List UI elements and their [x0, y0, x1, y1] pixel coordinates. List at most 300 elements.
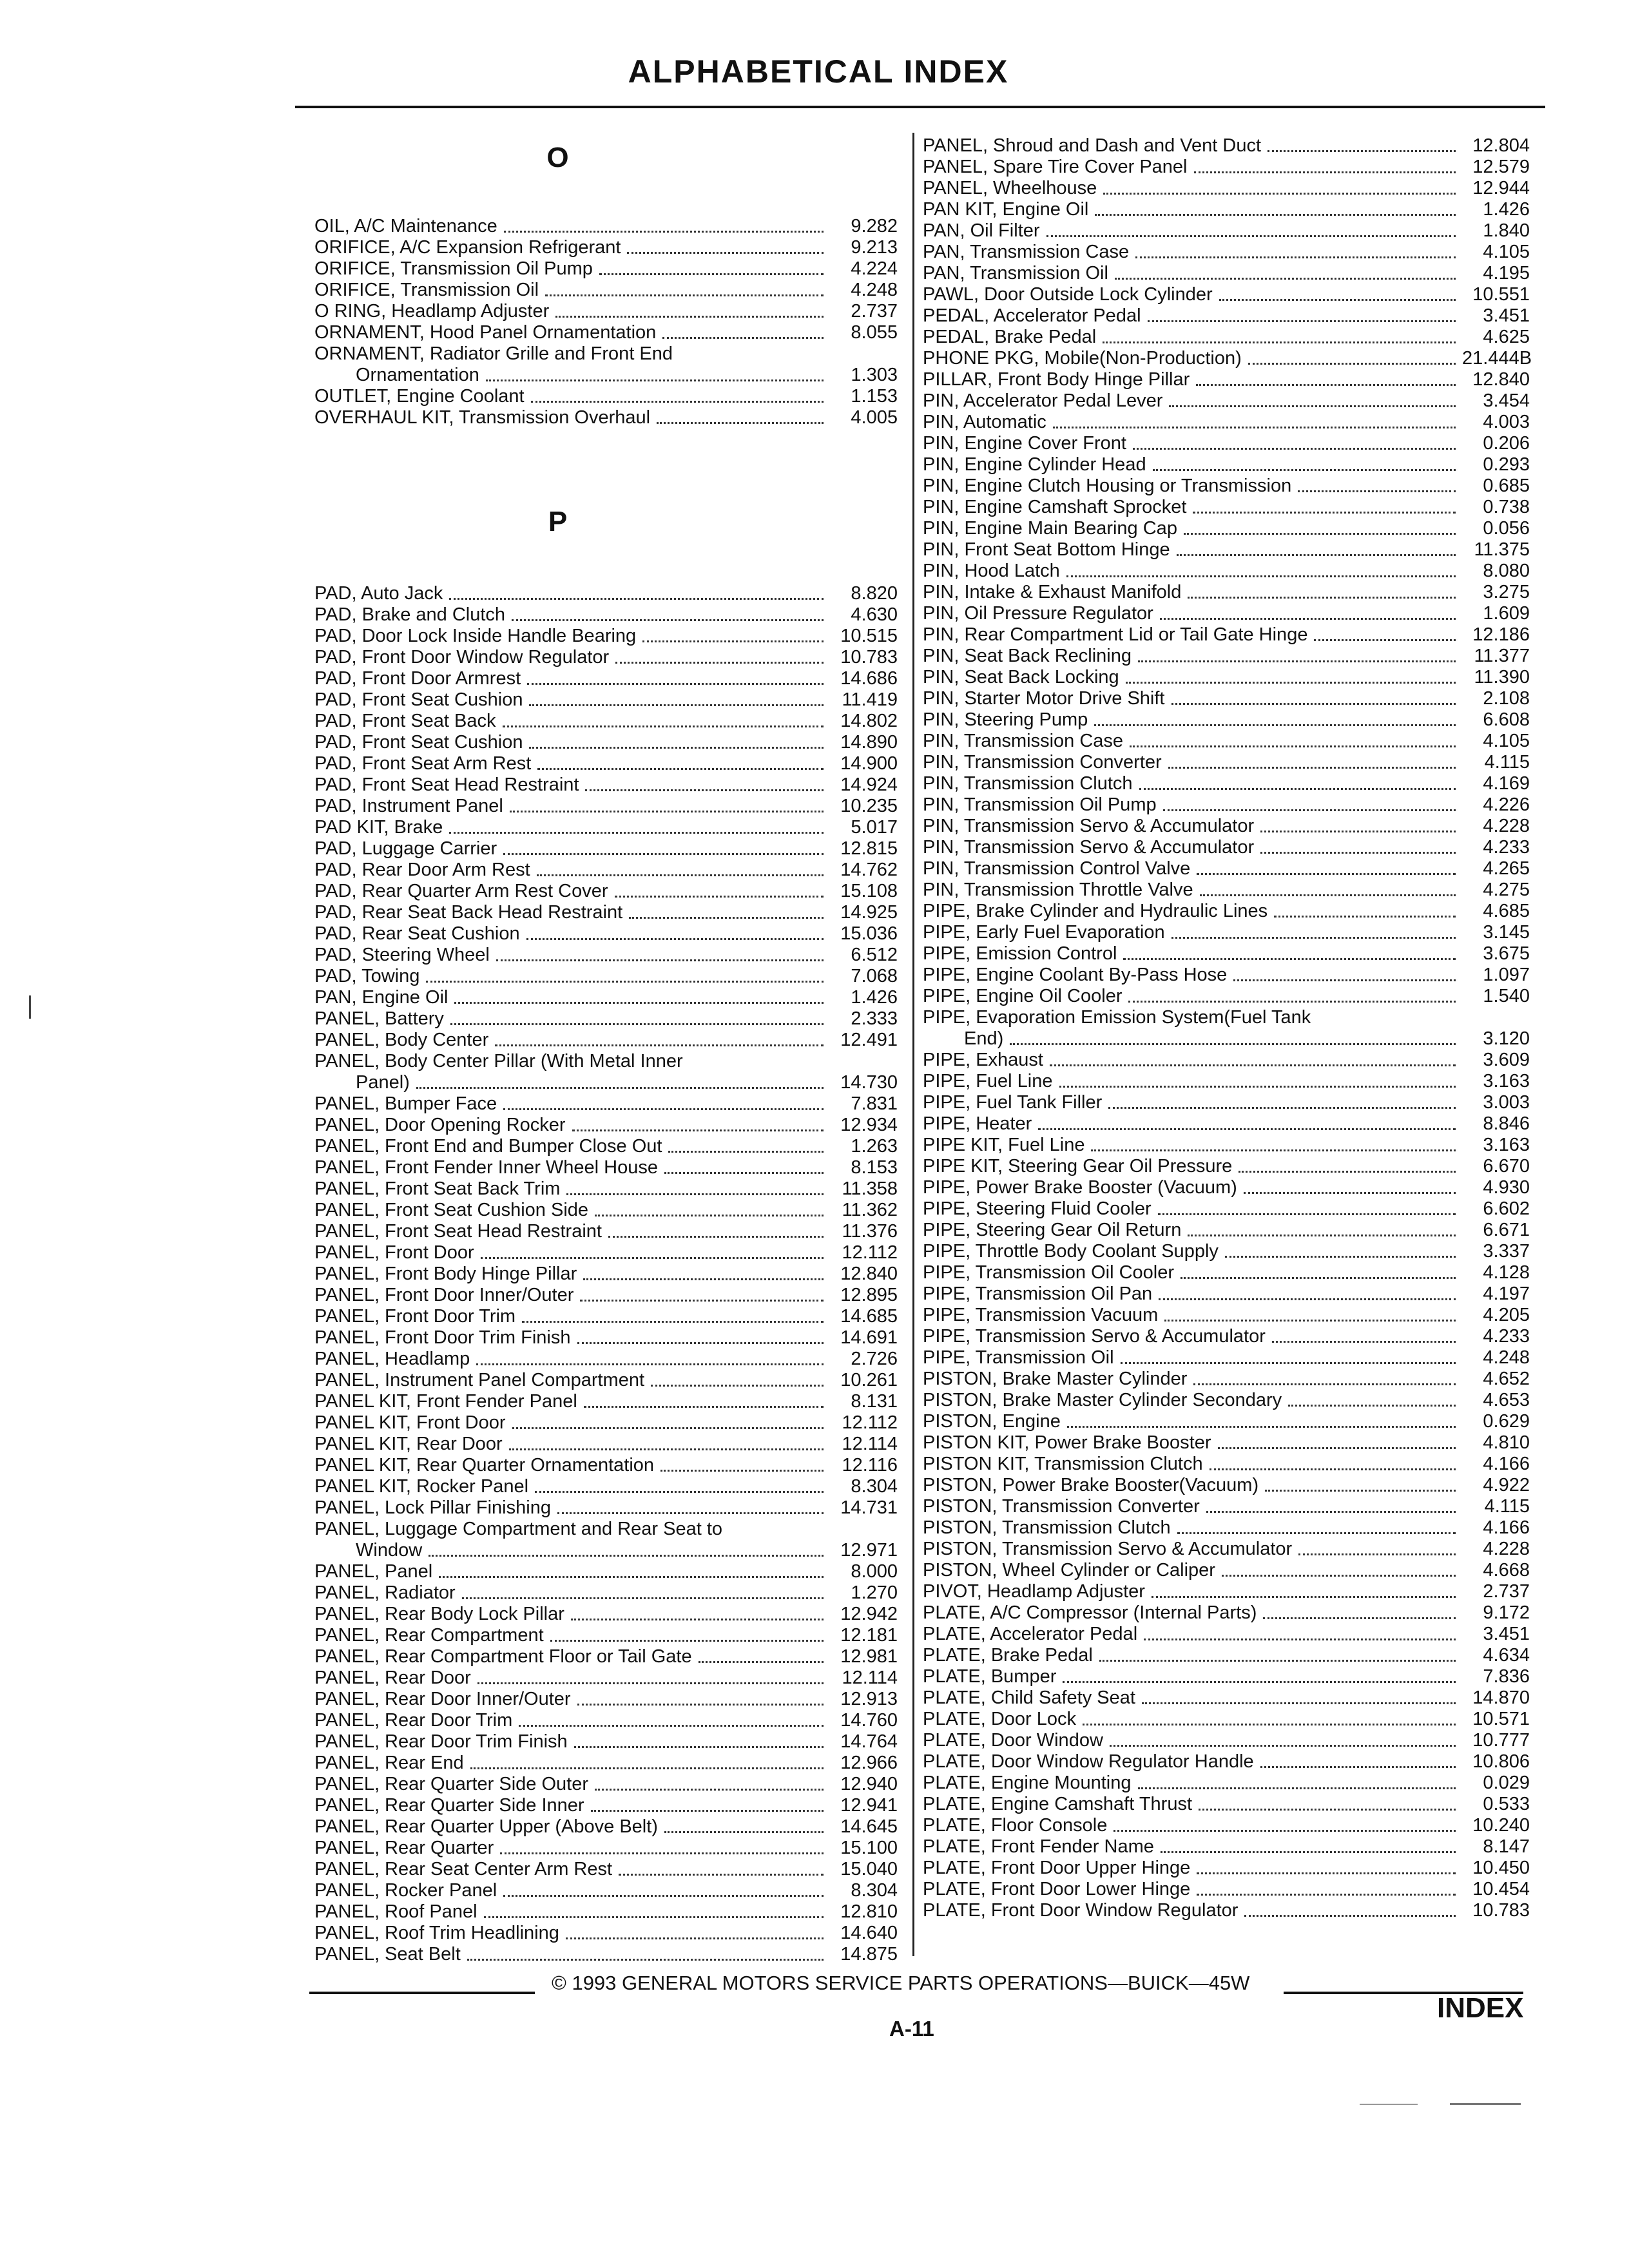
dot-leader — [476, 1363, 824, 1365]
entry-page: 8.304 — [851, 1476, 898, 1497]
entry-text: PAD, Front Seat Back — [314, 711, 496, 731]
entry-page: 12.491 — [840, 1030, 898, 1050]
dot-leader — [503, 1895, 824, 1897]
entry-page: 8.131 — [851, 1391, 898, 1412]
entry-page: 4.653 — [1483, 1390, 1530, 1410]
index-entry — [923, 1007, 1530, 1050]
entry-text: PAD, Rear Seat Back Head Restraint — [314, 902, 623, 923]
index-entry — [314, 1349, 898, 1370]
index-entry — [314, 1582, 898, 1604]
dot-leader — [1094, 724, 1456, 726]
dot-leader — [584, 1406, 824, 1408]
entry-page: 1.609 — [1483, 603, 1530, 624]
entry-page: 4.685 — [1483, 901, 1530, 921]
entry-text: PAD, Towing — [314, 966, 420, 986]
page-number: A-11 — [889, 2017, 934, 2041]
index-entry — [923, 327, 1530, 348]
entry-page: 12.840 — [1472, 369, 1530, 390]
index-entry — [314, 626, 898, 647]
dot-leader — [1158, 1213, 1456, 1215]
entry-text: PAD, Front Seat Cushion — [314, 689, 523, 710]
entry-text: PANEL KIT, Rocker Panel — [314, 1476, 529, 1497]
index-entry — [923, 1836, 1530, 1858]
entry-text: PAN, Oil Filter — [923, 220, 1040, 241]
entry-page: 4.228 — [1483, 816, 1530, 836]
entry-page: 4.233 — [1483, 1326, 1530, 1347]
dot-leader — [1152, 1596, 1456, 1598]
dot-leader — [1197, 873, 1456, 875]
entry-text: PAD, Luggage Carrier — [314, 838, 497, 859]
entry-text: PAD, Front Door Window Regulator — [314, 647, 610, 668]
entry-text: PAD, Front Seat Arm Rest — [314, 753, 532, 774]
dot-leader — [503, 853, 824, 855]
entry-text: PIN, Accelerator Pedal Lever — [923, 390, 1163, 411]
entry-page: 12.114 — [842, 1434, 898, 1454]
index-entry — [923, 624, 1530, 646]
index-entry — [314, 1391, 898, 1412]
dot-leader — [662, 337, 824, 339]
entry-page: 12.981 — [840, 1646, 898, 1667]
entry-page: 10.515 — [840, 626, 898, 646]
entry-page: 4.248 — [1483, 1347, 1530, 1368]
dot-leader — [512, 619, 824, 621]
index-entry — [923, 731, 1530, 752]
entry-text: PIPE, Transmission Oil Pan — [923, 1283, 1153, 1304]
entry-page: 12.942 — [840, 1604, 898, 1624]
entry-page: 10.450 — [1472, 1858, 1530, 1878]
index-entry — [314, 343, 898, 386]
footer-copyright: © 1993 GENERAL MOTORS SERVICE PARTS OPERATIONS—BUICK—45W — [552, 1972, 1250, 1994]
entry-text: PIN, Automatic — [923, 412, 1046, 432]
entry-page: 12.966 — [840, 1753, 898, 1773]
entry-page: 6.608 — [1483, 709, 1530, 730]
index-entry — [923, 1432, 1530, 1454]
entry-text: PAN, Transmission Case — [923, 242, 1130, 262]
dot-leader — [1164, 1320, 1456, 1321]
dot-leader — [550, 1640, 824, 1642]
entry-page: 2.737 — [851, 301, 898, 322]
entry-page: 14.890 — [840, 732, 898, 753]
entry-text: ORIFICE, Transmission Oil — [314, 280, 539, 300]
dot-leader — [591, 1810, 824, 1812]
entry-text: PIPE, Power Brake Booster (Vacuum) — [923, 1177, 1237, 1198]
entry-text-continued: End) — [964, 1028, 1004, 1049]
dot-leader — [1138, 1787, 1456, 1789]
dot-leader — [449, 598, 824, 600]
dot-leader — [1222, 1575, 1456, 1577]
entry-page: 4.228 — [1483, 1539, 1530, 1559]
dot-leader — [566, 1193, 824, 1195]
entry-text: PANEL, Front Seat Head Restraint — [314, 1221, 602, 1242]
entry-text: PHONE PKG, Mobile(Non-Production) — [923, 348, 1242, 369]
index-entry — [314, 386, 898, 407]
entry-text: PANEL, Lock Pillar Finishing — [314, 1497, 551, 1518]
index-entry — [314, 923, 898, 945]
entry-page: 5.017 — [851, 817, 898, 838]
entry-text: PIPE, Engine Oil Cooler — [923, 986, 1123, 1006]
entry-page: 0.629 — [1483, 1411, 1530, 1432]
entry-page: 8.820 — [851, 583, 898, 604]
scan-mark — [1450, 2103, 1521, 2105]
dot-leader — [1248, 363, 1456, 365]
margin-mark — [29, 995, 31, 1019]
index-entry — [923, 1751, 1530, 1773]
dot-leader — [1219, 299, 1456, 301]
entry-page: 10.777 — [1472, 1730, 1530, 1751]
entry-page: 4.922 — [1483, 1475, 1530, 1495]
entry-text: PAD, Rear Quarter Arm Rest Cover — [314, 881, 608, 901]
entry-page: 15.036 — [840, 923, 898, 944]
index-entry — [314, 1264, 898, 1285]
dot-leader — [1142, 1702, 1456, 1704]
entry-text: PANEL, Front Seat Back Trim — [314, 1178, 561, 1199]
index-entry — [923, 1369, 1530, 1390]
index-entry — [314, 1753, 898, 1774]
index-entry — [923, 1454, 1530, 1475]
index-entry — [314, 1093, 898, 1115]
dot-leader — [664, 1172, 824, 1174]
entry-page: 0.685 — [1483, 476, 1530, 496]
entry-page: 11.376 — [842, 1221, 898, 1242]
index-entry — [923, 135, 1530, 157]
dot-leader — [1233, 979, 1456, 981]
entry-page: 0.029 — [1483, 1773, 1530, 1793]
entry-page: 4.930 — [1483, 1177, 1530, 1198]
entry-page: 4.166 — [1483, 1517, 1530, 1538]
entry-text: ORIFICE, A/C Expansion Refrigerant — [314, 237, 621, 258]
entry-text: PIPE, Fuel Line — [923, 1071, 1053, 1091]
entry-text: PIPE, Engine Coolant By-Pass Hose — [923, 965, 1228, 985]
entry-text: PAD KIT, Brake — [314, 817, 443, 838]
entry-text: PISTON KIT, Power Brake Booster — [923, 1432, 1211, 1453]
entry-page: 1.097 — [1483, 965, 1530, 985]
entry-page: 12.114 — [842, 1667, 898, 1688]
dot-leader — [583, 1278, 824, 1280]
entry-text: PIN, Transmission Servo & Accumulator — [923, 837, 1255, 858]
index-entry — [314, 1838, 898, 1859]
entry-text: PIPE, Transmission Oil Cooler — [923, 1262, 1175, 1283]
entry-text: PIN, Transmission Clutch — [923, 773, 1133, 794]
dot-leader — [1126, 682, 1456, 684]
dot-leader — [660, 1470, 824, 1472]
index-entry — [314, 1200, 898, 1221]
entry-page: 11.362 — [842, 1200, 898, 1220]
entry-text: PIN, Starter Motor Drive Shift — [923, 688, 1165, 709]
entry-page: 9.282 — [851, 216, 898, 236]
entry-page: 14.686 — [840, 668, 898, 689]
dot-leader — [1144, 1639, 1456, 1640]
dot-leader — [615, 896, 824, 898]
entry-text: PAD, Rear Seat Cushion — [314, 923, 520, 944]
entry-page: 4.128 — [1483, 1262, 1530, 1283]
dot-leader — [1194, 171, 1456, 173]
dot-leader — [1288, 1405, 1456, 1407]
entry-text: PAN KIT, Engine Oil — [923, 199, 1089, 220]
entry-text: PANEL, Rear Door — [314, 1667, 471, 1688]
entry-text: PANEL, Rear Seat Center Arm Rest — [314, 1859, 613, 1879]
entry-text: PANEL, Rear Quarter Side Inner — [314, 1795, 584, 1816]
dot-leader — [1138, 660, 1456, 662]
entry-text: PISTON, Brake Master Cylinder — [923, 1369, 1188, 1389]
dot-leader — [1193, 512, 1456, 514]
entry-text: PANEL, Battery — [314, 1008, 444, 1029]
index-entry — [314, 1625, 898, 1646]
dot-leader — [1200, 894, 1456, 896]
entry-page: 12.186 — [1472, 624, 1530, 645]
index-entry — [923, 858, 1530, 879]
entry-text: PLATE, Front Door Upper Hinge — [923, 1858, 1191, 1878]
right-column — [923, 135, 1530, 1921]
index-entry — [314, 1497, 898, 1519]
entry-page: 3.275 — [1483, 582, 1530, 602]
entry-text: PISTON, Transmission Converter — [923, 1496, 1200, 1517]
dot-leader — [1171, 937, 1456, 939]
entry-text: PIN, Steering Pump — [923, 709, 1088, 730]
dot-leader — [627, 252, 824, 254]
dot-leader — [577, 1342, 824, 1344]
entry-text: PLATE, Engine Mounting — [923, 1773, 1132, 1793]
entry-text: PAD, Instrument Panel — [314, 796, 503, 816]
entry-text: PAN, Engine Oil — [314, 987, 448, 1008]
index-entry — [923, 1709, 1530, 1730]
index-entry — [314, 1242, 898, 1264]
index-entry — [314, 258, 898, 280]
entry-page: 0.056 — [1483, 518, 1530, 539]
entry-page: 2.737 — [1483, 1581, 1530, 1602]
entry-text: PLATE, Front Door Window Regulator — [923, 1900, 1239, 1921]
entry-page: 14.730 — [840, 1072, 898, 1093]
entry-text: PIN, Rear Compartment Lid or Tail Gate Hinge — [923, 624, 1308, 645]
dot-leader — [1091, 1149, 1456, 1151]
dot-leader — [1103, 341, 1456, 343]
entry-text: PLATE, A/C Compressor (Internal Parts) — [923, 1602, 1257, 1623]
entry-text: PANEL, Headlamp — [314, 1349, 470, 1369]
index-entry — [314, 1476, 898, 1497]
entry-page: 7.831 — [851, 1093, 898, 1114]
dot-leader — [522, 1321, 824, 1323]
dot-leader — [450, 1023, 824, 1025]
index-entry — [314, 1880, 898, 1901]
index-entry — [314, 838, 898, 860]
index-entry — [923, 965, 1530, 986]
entry-page: 7.836 — [1483, 1666, 1530, 1687]
dot-leader — [429, 1555, 824, 1557]
entry-text: PANEL, Rear Compartment Floor or Tail Gate — [314, 1646, 692, 1667]
dot-leader — [545, 294, 824, 296]
dot-leader — [1260, 1766, 1456, 1768]
entry-text: PAD, Steering Wheel — [314, 945, 490, 965]
entry-text: ORNAMENT, Hood Panel Ornamentation — [314, 322, 657, 343]
entry-text: PIN, Engine Cover Front — [923, 433, 1126, 454]
entry-page: 14.870 — [1472, 1687, 1530, 1708]
section-label: INDEX — [1437, 1992, 1524, 2024]
dot-leader — [1108, 1107, 1456, 1109]
entry-page: 10.783 — [840, 647, 898, 668]
index-entry — [314, 881, 898, 902]
dot-leader — [1177, 554, 1456, 556]
index-entry — [923, 220, 1530, 242]
dot-leader — [1184, 533, 1456, 535]
entry-page: 14.925 — [840, 902, 898, 923]
dot-leader — [1260, 852, 1456, 854]
dot-leader — [1314, 639, 1456, 641]
index-entry — [314, 1434, 898, 1455]
entry-page: 4.630 — [851, 604, 898, 625]
index-entry — [923, 837, 1530, 858]
index-entry — [923, 1687, 1530, 1709]
entry-page: 1.153 — [851, 386, 898, 407]
entry-page: 14.900 — [840, 753, 898, 774]
dot-leader — [657, 422, 824, 424]
dot-leader — [699, 1661, 824, 1663]
entry-page: 14.645 — [840, 1816, 898, 1837]
dot-leader — [462, 1597, 824, 1599]
index-entry — [923, 1326, 1530, 1347]
entry-text: PAD, Front Seat Cushion — [314, 732, 523, 753]
entry-text: PIPE, Steering Fluid Cooler — [923, 1198, 1152, 1219]
index-entry — [314, 1157, 898, 1178]
right-entry-list — [923, 135, 1530, 1921]
index-entry — [923, 901, 1530, 922]
index-entry — [314, 237, 898, 258]
dot-leader — [1163, 809, 1456, 811]
entry-page: 3.145 — [1483, 922, 1530, 943]
dot-leader — [1239, 1171, 1456, 1173]
dot-leader — [1010, 1043, 1456, 1045]
index-entry — [923, 986, 1530, 1007]
entry-page: 15.108 — [840, 881, 898, 901]
index-entry — [314, 1370, 898, 1391]
entry-page: 9.213 — [851, 237, 898, 258]
index-entry — [314, 1178, 898, 1200]
dot-leader — [1053, 427, 1456, 428]
entry-text: PIN, Engine Main Bearing Cap — [923, 518, 1177, 539]
entry-page: 10.551 — [1472, 284, 1530, 305]
index-entry — [314, 1306, 898, 1327]
index-entry — [923, 305, 1530, 327]
index-entry — [314, 966, 898, 987]
dot-leader — [1244, 1915, 1456, 1917]
entry-page: 1.426 — [1483, 199, 1530, 220]
entry-text: PIN, Engine Clutch Housing or Transmission — [923, 476, 1292, 496]
entry-page: 0.206 — [1483, 433, 1530, 454]
entry-page: 11.419 — [842, 689, 898, 710]
entry-text: OIL, A/C Maintenance — [314, 216, 497, 236]
entry-text: PIN, Transmission Control Valve — [923, 858, 1191, 879]
entry-text: PIPE, Evaporation Emission System(Fuel Tank — [923, 1007, 1311, 1028]
entry-page: 4.115 — [1484, 752, 1530, 773]
index-entry — [923, 1347, 1530, 1369]
entry-text: PANEL, Bumper Face — [314, 1093, 497, 1114]
index-entry — [923, 242, 1530, 263]
index-entry — [923, 1305, 1530, 1326]
entry-page: 21.444B — [1462, 348, 1532, 369]
dot-leader — [454, 1002, 824, 1004]
entry-page: 14.685 — [840, 1306, 898, 1327]
index-entry — [314, 1519, 898, 1561]
index-entry — [923, 667, 1530, 688]
entry-page: 12.913 — [840, 1689, 898, 1709]
entry-text: PANEL, Instrument Panel Compartment — [314, 1370, 645, 1390]
entry-text: PIPE, Transmission Vacuum — [923, 1305, 1159, 1325]
index-entry — [923, 1560, 1530, 1581]
entry-text: PISTON, Transmission Servo & Accumulator — [923, 1539, 1293, 1559]
index-entry — [314, 1667, 898, 1689]
entry-text: PANEL, Rear Door Trim — [314, 1710, 513, 1731]
entry-page: 1.270 — [851, 1582, 898, 1603]
dot-leader — [477, 1682, 824, 1684]
entry-page: 2.726 — [851, 1349, 898, 1369]
dot-leader — [1218, 1447, 1456, 1449]
entry-text: PANEL, Front Fender Inner Wheel House — [314, 1157, 658, 1178]
entry-page: 3.451 — [1483, 305, 1530, 326]
index-entry — [923, 1113, 1530, 1135]
index-entry — [314, 1646, 898, 1667]
dot-leader — [580, 1300, 824, 1302]
entry-text: PIPE, Exhaust — [923, 1050, 1043, 1070]
dot-leader — [500, 1852, 824, 1854]
index-entry — [923, 646, 1530, 667]
entry-text: PLATE, Bumper — [923, 1666, 1057, 1687]
dot-leader — [1050, 1064, 1456, 1066]
entry-text: PIPE, Steering Gear Oil Return — [923, 1220, 1182, 1240]
entry-text: O RING, Headlamp Adjuster — [314, 301, 550, 322]
entry-page: 14.731 — [840, 1497, 898, 1518]
entry-page: 14.875 — [840, 1944, 898, 1965]
dot-leader — [1244, 1192, 1456, 1194]
index-entry — [923, 1241, 1530, 1262]
dot-leader — [577, 1704, 824, 1706]
entry-page: 3.337 — [1483, 1241, 1530, 1262]
index-entry — [923, 1198, 1530, 1220]
dot-leader — [572, 1129, 824, 1131]
entry-text: PANEL, Door Opening Rocker — [314, 1115, 566, 1135]
dot-leader — [1148, 320, 1456, 322]
index-entry — [314, 902, 898, 923]
index-entry — [923, 1539, 1530, 1560]
entry-text-continued: Window — [356, 1540, 423, 1561]
dot-leader — [1099, 1660, 1456, 1662]
entry-page: 9.172 — [1483, 1602, 1530, 1623]
dot-leader — [486, 380, 824, 381]
entry-page: 1.840 — [1483, 220, 1530, 241]
index-entry — [923, 1602, 1530, 1624]
entry-text: PIN, Seat Back Locking — [923, 667, 1119, 687]
index-entry — [314, 987, 898, 1008]
dot-leader — [503, 726, 824, 727]
entry-text: OVERHAUL KIT, Transmission Overhaul — [314, 407, 651, 428]
entry-text: PIPE, Transmission Oil — [923, 1347, 1114, 1368]
entry-page: 12.944 — [1472, 178, 1530, 198]
index-entry — [923, 1645, 1530, 1666]
entry-page: 4.248 — [851, 280, 898, 300]
index-entry — [314, 774, 898, 796]
dot-leader — [1260, 831, 1456, 832]
dot-leader — [1272, 1341, 1456, 1343]
dot-leader — [1153, 469, 1456, 471]
page-title: ALPHABETICAL INDEX — [628, 53, 1009, 90]
column-divider — [912, 133, 914, 1956]
entry-page: 3.609 — [1483, 1050, 1530, 1070]
index-entry — [923, 1220, 1530, 1241]
index-entry — [923, 1624, 1530, 1645]
dot-leader — [1210, 1468, 1456, 1470]
entry-text: PAD, Auto Jack — [314, 583, 443, 604]
entry-page: 4.625 — [1483, 327, 1530, 347]
dot-leader — [1274, 916, 1456, 918]
entry-text: PIN, Engine Camshaft Sprocket — [923, 497, 1187, 517]
entry-text: PANEL, Front Body Hinge Pillar — [314, 1264, 577, 1284]
